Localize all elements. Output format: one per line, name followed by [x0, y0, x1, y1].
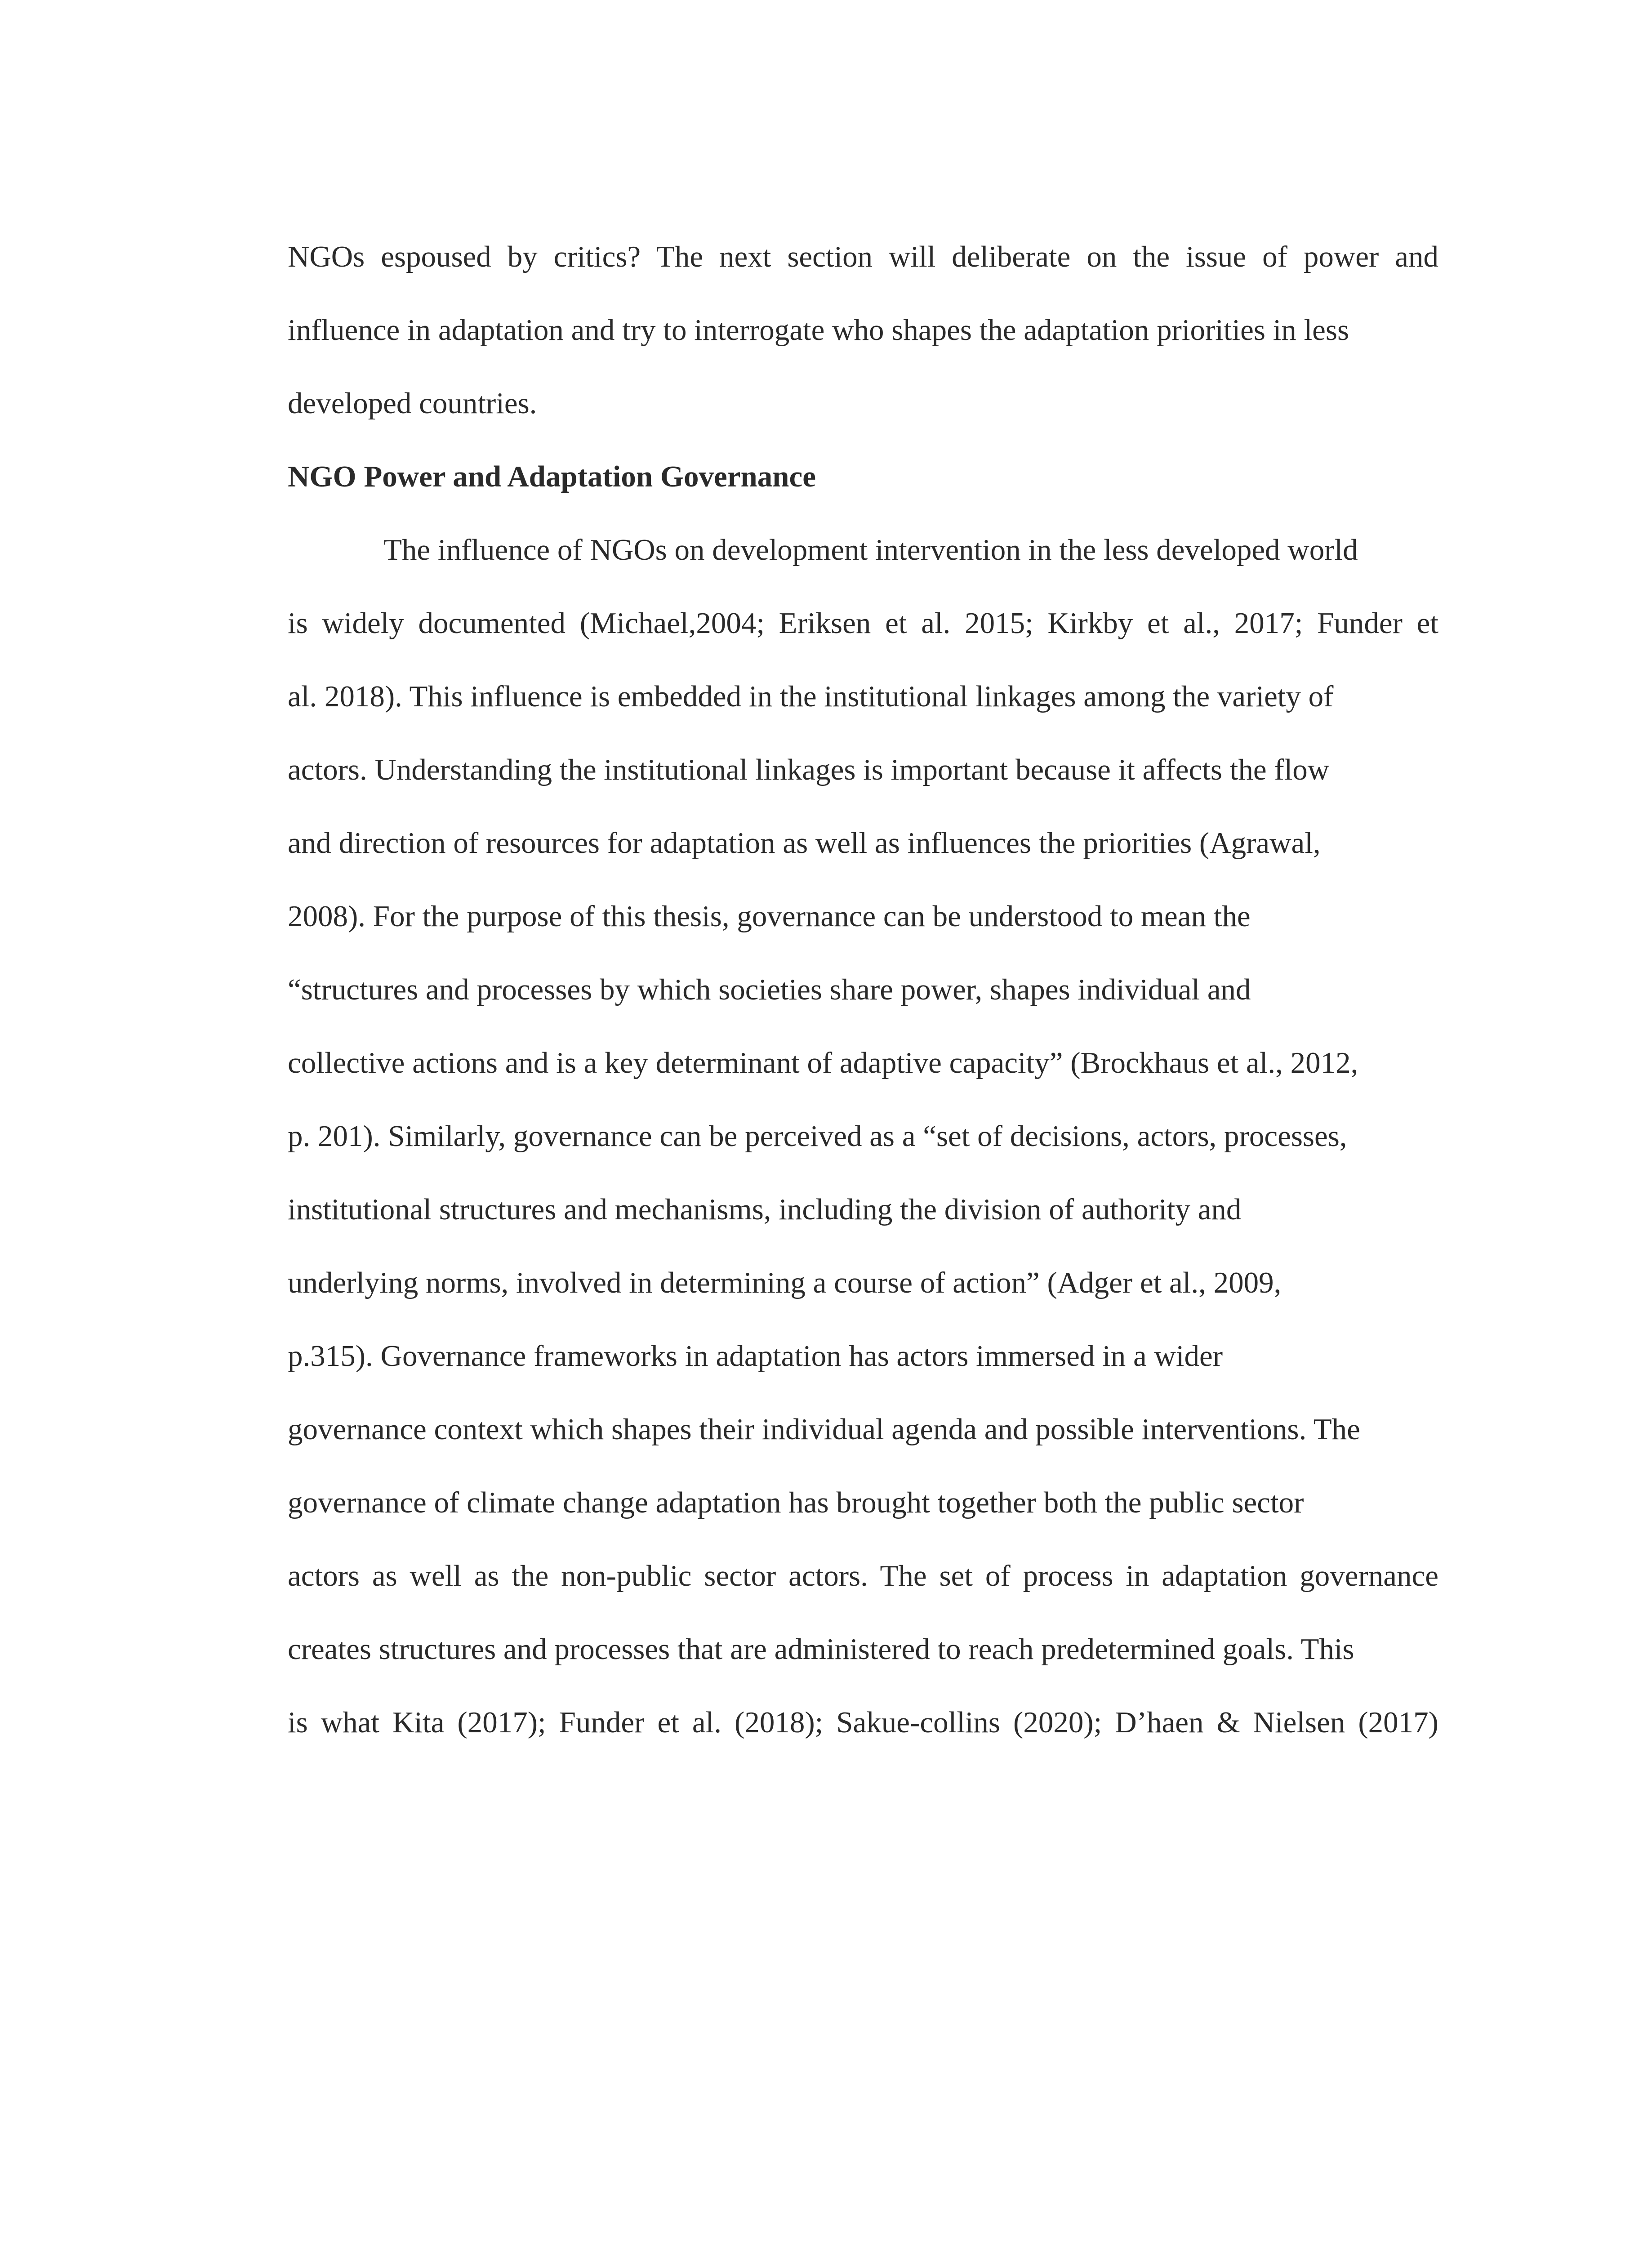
section-heading: NGO Power and Adaptation Governance [288, 460, 816, 493]
paragraph-line: creates structures and processes that are administered to reach predetermined goals. This [288, 1632, 1354, 1666]
body-text [288, 220, 1438, 1759]
paragraph-line: actors as well as the non-public sector actors. The set of process in adaptation governance [288, 1559, 1438, 1592]
paragraph-line: developed countries. [288, 387, 537, 420]
paragraph-line: p.315). Governance frameworks in adaptation has actors immersed in a wider [288, 1339, 1223, 1373]
paragraph-line: 2008). For the purpose of this thesis, governance can be understood to mean the [288, 900, 1251, 933]
paragraph-line: actors. Understanding the institutional linkages is important because it affects the flow [288, 753, 1330, 786]
paragraph-line: is what Kita (2017); Funder et al. (2018); Sakue-collins (2020); D’haen & Nielsen (2017) [288, 1706, 1438, 1739]
paragraph-line: al. 2018). This influence is embedded in the institutional linkages among the variety of [288, 680, 1334, 713]
paragraph-line: The influence of NGOs on development intervention in the less developed world [383, 533, 1358, 566]
paragraph-line: governance context which shapes their individual agenda and possible interventions. The [288, 1413, 1360, 1446]
paragraph-line: institutional structures and mechanisms, including the division of authority and [288, 1193, 1242, 1226]
paragraph-line: p. 201). Similarly, governance can be perceived as a “set of decisions, actors, processes, [288, 1120, 1347, 1153]
paragraph-line: underlying norms, involved in determining a course of action” (Adger et al., 2009, [288, 1266, 1282, 1299]
paragraph-line: NGOs espoused by critics? The next section will deliberate on the issue of power and [288, 240, 1438, 273]
paragraph-line: governance of climate change adaptation has brought together both the public sector [288, 1486, 1304, 1519]
paragraph-line: collective actions and is a key determinant of adaptive capacity” (Brockhaus et al., 2012, [288, 1046, 1358, 1079]
paragraph-line: “structures and processes by which societies share power, shapes individual and [288, 973, 1251, 1006]
paragraph-line: is widely documented (Michael,2004; Eriksen et al. 2015; Kirkby et al., 2017; Funder et [288, 607, 1438, 640]
paragraph-line: and direction of resources for adaptation as well as influences the priorities (Agrawal, [288, 826, 1321, 860]
paragraph-line: influence in adaptation and try to interrogate who shapes the adaptation priorities in less [288, 313, 1349, 347]
